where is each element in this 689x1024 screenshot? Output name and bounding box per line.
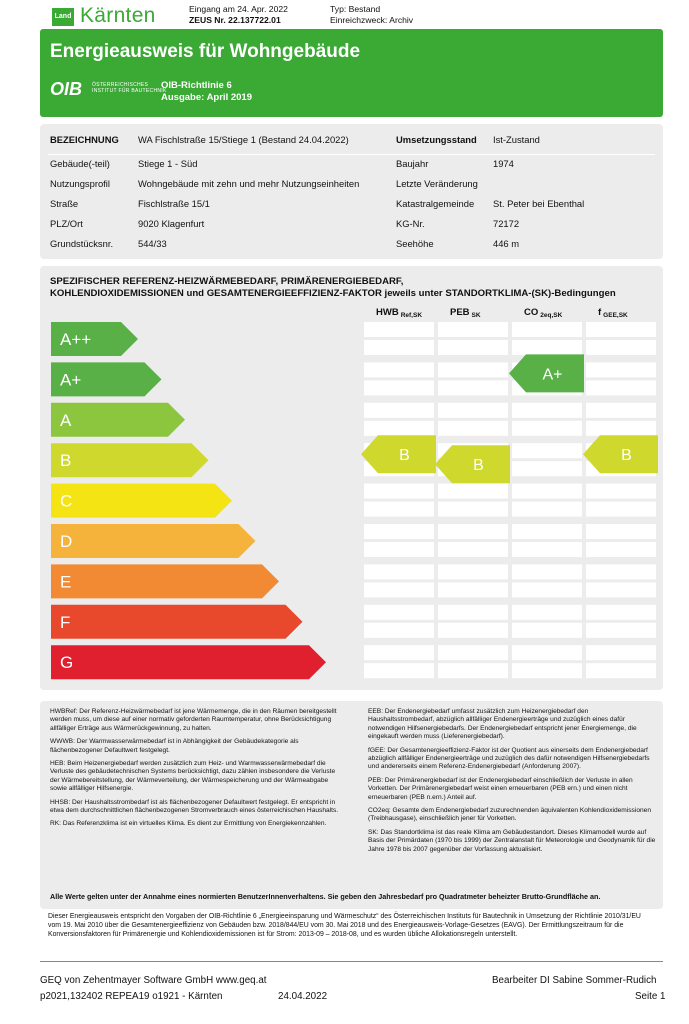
definition-entry: RK: Das Referenzklima ist ein virtuelles Klima. Es dient zur Ermittlung von Energiekennzahlen. [50,820,327,828]
grid-cell [512,542,582,557]
document-title: Energieausweis für Wohngebäude [50,41,361,62]
grid-cell [364,564,434,579]
footer-divider [40,961,663,962]
column-header: HWB $_{Ref,SK}$ [376,307,423,319]
definitions-panel [40,701,663,909]
assumption-note: Alle Werte gelten unter der Annahme eines normierten BenutzerInnenverhaltens. Sie geben den Jahresbedarf pro Quadratmeter beheizter Brutto-Grundfläche an. [50,892,601,901]
info-label: Gebäude(-teil) [50,158,110,169]
grid-cell [364,502,434,517]
grid-cell [586,421,656,436]
grid-cell [438,421,508,436]
grid-cell [364,524,434,539]
rating-graphic [40,266,663,690]
grid-cell [438,340,508,355]
grid-cell [586,663,656,678]
class-label: C [60,491,73,511]
definition-entry: WWWB: Der Warmwasserwärmebedarf ist in Abhängigkeit der Gebäudekategorie als flächenbezogener Defaultwert festgelegt. [50,738,299,754]
rating-value: B [621,447,632,465]
richtlinie-text: OIB-Richtlinie 6 [161,80,232,91]
class-label: A [60,410,72,430]
info-label: Seehöhe [396,238,434,249]
grid-cell [438,524,508,539]
grid-cell [512,623,582,638]
class-label: A++ [60,330,92,349]
logo-text: Kärnten [80,4,156,27]
info-value: Wohngebäude mit zehn und mehr Nutzungseinheiten [138,178,360,189]
grid-cell [364,362,434,377]
info-value: 9020 Klagenfurt [138,218,205,229]
class-label: B [60,451,72,471]
building-info-panel [40,124,663,259]
rating-value: B [473,457,484,475]
bearbeiter-text: Bearbeiter DI Sabine Sommer-Rudich [492,975,657,986]
kaernten-logo [52,4,170,30]
grid-cell [586,564,656,579]
column-header: PEB $_{SK}$ [450,307,481,319]
grid-cell [586,340,656,355]
grid-cell [438,564,508,579]
typ-text: Typ: Bestand [330,4,381,14]
info-label: Straße [50,198,79,209]
info-label: Nutzungsprofil [50,178,110,189]
grid-cell [438,623,508,638]
grid-cell [364,421,434,436]
zweck-text: Einreichzweck: Archiv [330,15,414,25]
document-code: p2021,132402 REPEA19 o1921 - Kärnten [40,991,223,1002]
software-credit: GEQ von Zehentmayer Software GmbH www.geq.at [40,975,267,986]
grid-cell [586,542,656,557]
title-banner [40,29,663,117]
rating-value: B [399,447,410,465]
oib-sub-line2: INSTITUT FÜR BAUTECHNIK [92,88,167,94]
class-arrow-c [51,484,232,518]
info-value: WA Fischlstraße 15/Stiege 1 (Bestand 24.04.2022) [138,134,349,145]
info-label: Umsetzungsstand [396,134,477,145]
definition-entry: PEB: Der Primärenergiebedarf ist der Endenergiebedarf einschließlich der Verluste in allen Vorketten. Der Primärenergiebedarf weist einen erneuerbaren (PEB ern.) und einen nicht erneuerbaren (PEB n.ern.) Anteil auf. [368,776,633,801]
grid-cell [512,461,582,476]
grid-cell [364,484,434,499]
info-value: St. Peter bei Ebenthal [493,198,585,209]
class-label: E [60,572,72,592]
grid-cell [512,340,582,355]
grid-cell [512,524,582,539]
grid-cell [586,605,656,620]
grid-cell [512,645,582,660]
definition-entry: HEB: Beim Heizenergiebedarf werden zusätzlich zum Heiz- und Warmwasserwärmebedarf die Verluste des gebäudetechnischen Systems berücksichtigt, dazu zählen insbesondere die Verluste der Wärmebereitstellung, der Wärmeverteilung, der Wärmespeicherung und der Wärmeabgabe sowie allfälliger Hilfsenergie. [50,760,336,793]
grid-cell [364,623,434,638]
grid-cell [586,502,656,517]
oib-logo: OIB [50,79,83,99]
info-value: 1974 [493,158,514,169]
grid-cell [438,362,508,377]
info-value: 72172 [493,218,520,229]
grid-cell [512,403,582,418]
grid-cell [586,645,656,660]
class-arrow-e [51,564,279,598]
eingang-text: Eingang am 24. Apr. 2022 [189,4,288,14]
class-label: D [60,532,73,551]
grid-cell [586,524,656,539]
info-label: KG-Nr. [396,218,425,229]
grid-cell [586,322,656,337]
oib-institute-name [92,82,167,94]
grid-cell [364,403,434,418]
grid-cell [512,484,582,499]
grid-cell [364,663,434,678]
class-label: F [60,612,71,632]
info-label: Grundstücksnr. [50,238,114,249]
definition-entry: EEB: Der Endenergiebedarf umfasst zusätzlich zum Heizenergiebedarf den Haushaltsstrombedarf, abzüglich allfälliger Endenergieerträge und zuzüglich eines dafür notwendigen Hilfsenergiebedarfs. Der Endenergiebedarf entspricht jener Energiemenge, die eingekauft werden muss (Lieferenergiebedarf). [368,708,637,741]
info-label: Letzte Veränderung [396,178,478,189]
grid-cell [364,542,434,557]
definition-entry: SK: Das Standortklima ist das reale Klima am Gebäudestandort. Dieses Klimamodell wurde auf Basis der Primärdaten (1970 bis 1999) der Zentralanstalt für Meteorologie und Geodynamik für die Jahre 1978 bis 2007 gegenüber der Vorfassung aktualisiert. [368,828,656,853]
grid-cell [438,322,508,337]
grid-cell [512,421,582,436]
grid-cell [586,582,656,597]
info-label: PLZ/Ort [50,218,83,229]
definition-entry: CO2eq: Gesamte dem Endenergiebedarf zuzurechnenden äquivalenten Kohlendioxidemissionen (Treibhausgase), einschließlich jener für Vorketten. [368,807,651,823]
grid-cell [586,380,656,395]
info-label: Baujahr [396,158,429,169]
grid-cell [364,645,434,660]
class-arrow-f [51,605,303,639]
info-label: BEZEICHNUNG [50,134,119,145]
footer-date: 24.04.2022 [278,991,328,1002]
column-header: CO $_{2eq,SK}$ [524,307,563,319]
grid-cell [586,362,656,377]
grid-cell [364,322,434,337]
class-label: A+ [60,370,82,390]
oib-sub-line1: ÖSTERREICHISCHES [92,82,149,88]
info-label: Katastralgemeinde [396,198,475,209]
grid-cell [512,443,582,458]
grid-cell [438,663,508,678]
grid-cell [438,484,508,499]
class-arrow-b [51,443,209,477]
grid-cell [438,403,508,418]
grid-cell [364,340,434,355]
oib-guideline [161,80,252,104]
grid-cell [512,582,582,597]
grid-cell [438,582,508,597]
grid-cell [512,663,582,678]
grid-cell [586,623,656,638]
column-header: f $_{GEE,SK}$ [598,307,628,319]
grid-cell [438,605,508,620]
chart-title-line1: SPEZIFISCHER REFERENZ-HEIZWÄRMEBEDARF, PRIMÄRENERGIEBEDARF, [50,276,404,287]
rating-value: A+ [542,366,563,384]
info-value: Fischlstraße 15/1 [138,198,210,209]
page-number: Seite 1 [635,991,666,1002]
chart-title-line2: KOHLENDIOXIDEMISSIONEN und GESAMTENERGIEEFFIZIENZ-FAKTOR jeweils unter STANDORTKLIMA-(SK)-Bedingungen [50,288,616,299]
grid-cell [438,542,508,557]
info-divider [48,154,655,155]
grid-cell [512,564,582,579]
grid-cell [364,582,434,597]
grid-cell [364,605,434,620]
class-arrow-d [51,524,256,558]
info-value: Ist-Zustand [493,134,540,145]
grid-cell [438,645,508,660]
grid-cell [512,502,582,517]
energy-rating-chart [40,266,663,690]
grid-cell [586,484,656,499]
class-label: G [60,653,74,673]
zeus-number: ZEUS Nr. 22.137722.01 [189,15,281,25]
info-value: 544/33 [138,238,167,249]
legal-fine-print: Dieser Energieausweis entspricht den Vorgaben der OIB-Richtlinie 6 „Energieeinsparung und Wärmeschutz“ des Österreichischen Instituts für Bautechnik in Umsetzung der Richtlinie 2010/31/EU vom 19. Mai 2010 über die Gesamtenergieeffizienz von Gebäuden bzw. 2018/844/EU vom 30. Mai 2018 und des Energieausweis-Vorlage-Gesetzes (EAVG). Der Ermittlungszeitraum für die Konversionsfaktoren für Primärenergie und Kohlendioxidemissionen ist für Strom: 2013-09 – 2018-08, und es wurden übliche Allokationsregeln unterstellt. [48,913,641,938]
definitions-left [50,708,340,834]
ausgabe-text: Ausgabe: April 2019 [161,92,252,103]
definitions-right [368,708,656,859]
grid-cell [438,502,508,517]
definition-entry: fGEE: Der Gesamtenergieeffizienz-Faktor ist der Quotient aus einerseits dem Endenergiebedarf abzüglich allfälliger Endenergieerträge und zuzüglich des dafür notwendigen Hilfsenergiebedarfs und andererseits einem Referenz-Endenergiebedarf (Anforderung 2007). [368,746,650,771]
definition-entry: HHSB: Der Haushaltsstrombedarf ist als flächenbezogener Defaultwert festgelegt. Er entspricht in etwa dem durchschnittlichen flächenbezogenen Stromverbrauch eines österreichischen Haushalts. [50,798,339,815]
grid-cell [364,380,434,395]
grid-cell [512,322,582,337]
class-arrow-g [51,645,326,679]
grid-cell [438,380,508,395]
info-value: 446 m [493,238,520,249]
grid-cell [512,605,582,620]
grid-cell [586,403,656,418]
info-value: Stiege 1 - Süd [138,158,198,169]
definition-entry: HWBRef: Der Referenz-Heizwärmebedarf ist jene Wärmemenge, die in den Räumen bereitgestellt werden muss, um diese auf einer normativ geforderten Raumtemperatur, ohne Berücksichtigung allfälliger Erträge aus Wärmerückgewinnung, zu halten. [50,708,337,732]
logo-mark-box: Land [52,8,74,26]
